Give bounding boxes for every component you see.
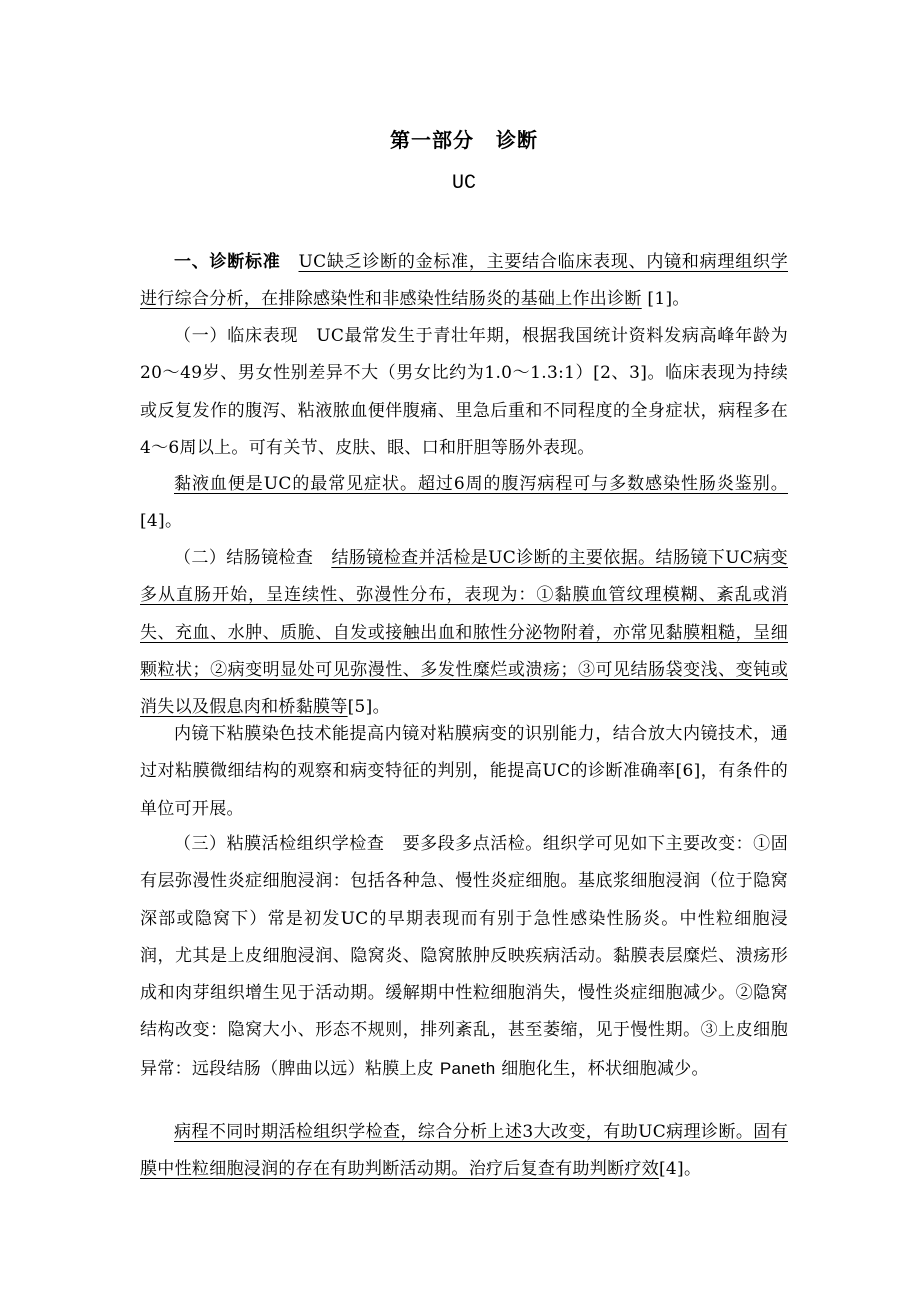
clinical-text: UC最常发生于青壮年期，根据我国统计资料发病高峰年龄为20～49岁、男女性别差异不大（男女比约为1.0～1.3:1）[2、3]。临床表现为持续或反复发作的腹泻、粘液脓血便伴腹痛、里急后重和不同程度的全身症状，病程多在4～6周以上。可有关节、皮肤、眼、口和肝胆等肠外表现。 <box>140 326 788 458</box>
criteria-ref: [1]。 <box>641 289 690 310</box>
biopsy-text-a: 要多段多点活检。组织学可见如下主要改变：①固有层弥漫性炎症细胞浸润：包括各种急、慢性炎症细胞。基底浆细胞浸润（位于隐窝深部或隐窝下）常是初发UC的早期表现而有别于急性感染性肠炎。中性粒细胞浸润，尤其是上皮细胞浸润、隐窝炎、隐窝脓肿反映疾病活动。黏膜表层糜烂、溃疡形成和肉芽组织增生见于活动期。缓解期中性粒细胞消失，慢性炎症细胞减少。②隐窝结构改变：隐窝大小、形态不规则，排列紊乱，甚至萎缩，见于慢性期。③上皮细胞异常：远段结肠（脾曲以远）粘膜上皮 <box>140 834 788 1079</box>
paragraph-biopsy <box>140 826 788 1088</box>
biopsy-text-b: 细胞化生，杯状细胞减少。 <box>495 1058 709 1079</box>
summary-text: 病程不同时期活检组织学检查，综合分析上述3大改变，有助UC病理诊断。固有膜中性粒细胞浸润的存在有助判断活动期。治疗后复查有助判断疗效 <box>140 1122 788 1180</box>
colonoscopy-ref: [5]。 <box>347 697 390 718</box>
paragraph-endoscopy-note <box>140 716 788 828</box>
summary-ref: [4]。 <box>659 1159 702 1180</box>
part-title <box>140 124 788 153</box>
section-heading-clinical: （一）临床表现 <box>174 326 299 346</box>
clinical-note-ref: [4]。 <box>140 511 183 532</box>
criteria-text: UC缺乏诊断的金标准，主要结合临床表现、内镜和病理组织学进行综合分析，在排除感染性和非感染性结肠炎的基础上作出诊断 <box>140 252 788 310</box>
colonoscopy-text: 结肠镜检查并活检是UC诊断的主要依据。结肠镜下UC病变多从直肠开始，呈连续性、弥漫性分布，表现为：①黏膜血管纹理模糊、紊乱或消失、充血、水肿、质脆、自发或接触出血和脓性分泌物附着，亦常见黏膜粗糙，呈细颗粒状；②病变明显处可见弥漫性、多发性糜烂或溃疡；③可见结肠袋变浅、变钝或消失以及假息肉和桥黏膜等 <box>140 548 788 718</box>
section-heading-colonoscopy: （二）结肠镜检查 <box>174 548 314 568</box>
paragraph-clinical-note <box>140 466 788 541</box>
clinical-note-text: 黏液血便是UC的最常见症状。超过6周的腹泻病程可与多数感染性肠炎鉴别。 <box>174 474 788 494</box>
endoscopy-note-text: 内镜下粘膜染色技术能提高内镜对粘膜病变的识别能力，结合放大内镜技术，通过对粘膜微细结构的观察和病变特征的判别，能提高UC的诊断准确率[6]，有条件的单位可开展。 <box>140 724 788 819</box>
paragraph-summary <box>140 1114 788 1189</box>
part-title-name: 诊断 <box>496 128 538 152</box>
document-subtitle: UC <box>451 172 476 195</box>
section-heading-criteria: 一、诊断标准 <box>174 252 281 272</box>
paragraph-diagnostic-criteria <box>140 244 788 319</box>
paragraph-clinical-manifestation <box>140 318 788 467</box>
section-heading-biopsy: （三）粘膜活检组织学检查 <box>174 834 385 854</box>
paragraph-colonoscopy <box>140 540 788 726</box>
part-title-number: 第一部分 <box>390 128 474 152</box>
biopsy-text-latin: Paneth <box>439 1058 496 1078</box>
